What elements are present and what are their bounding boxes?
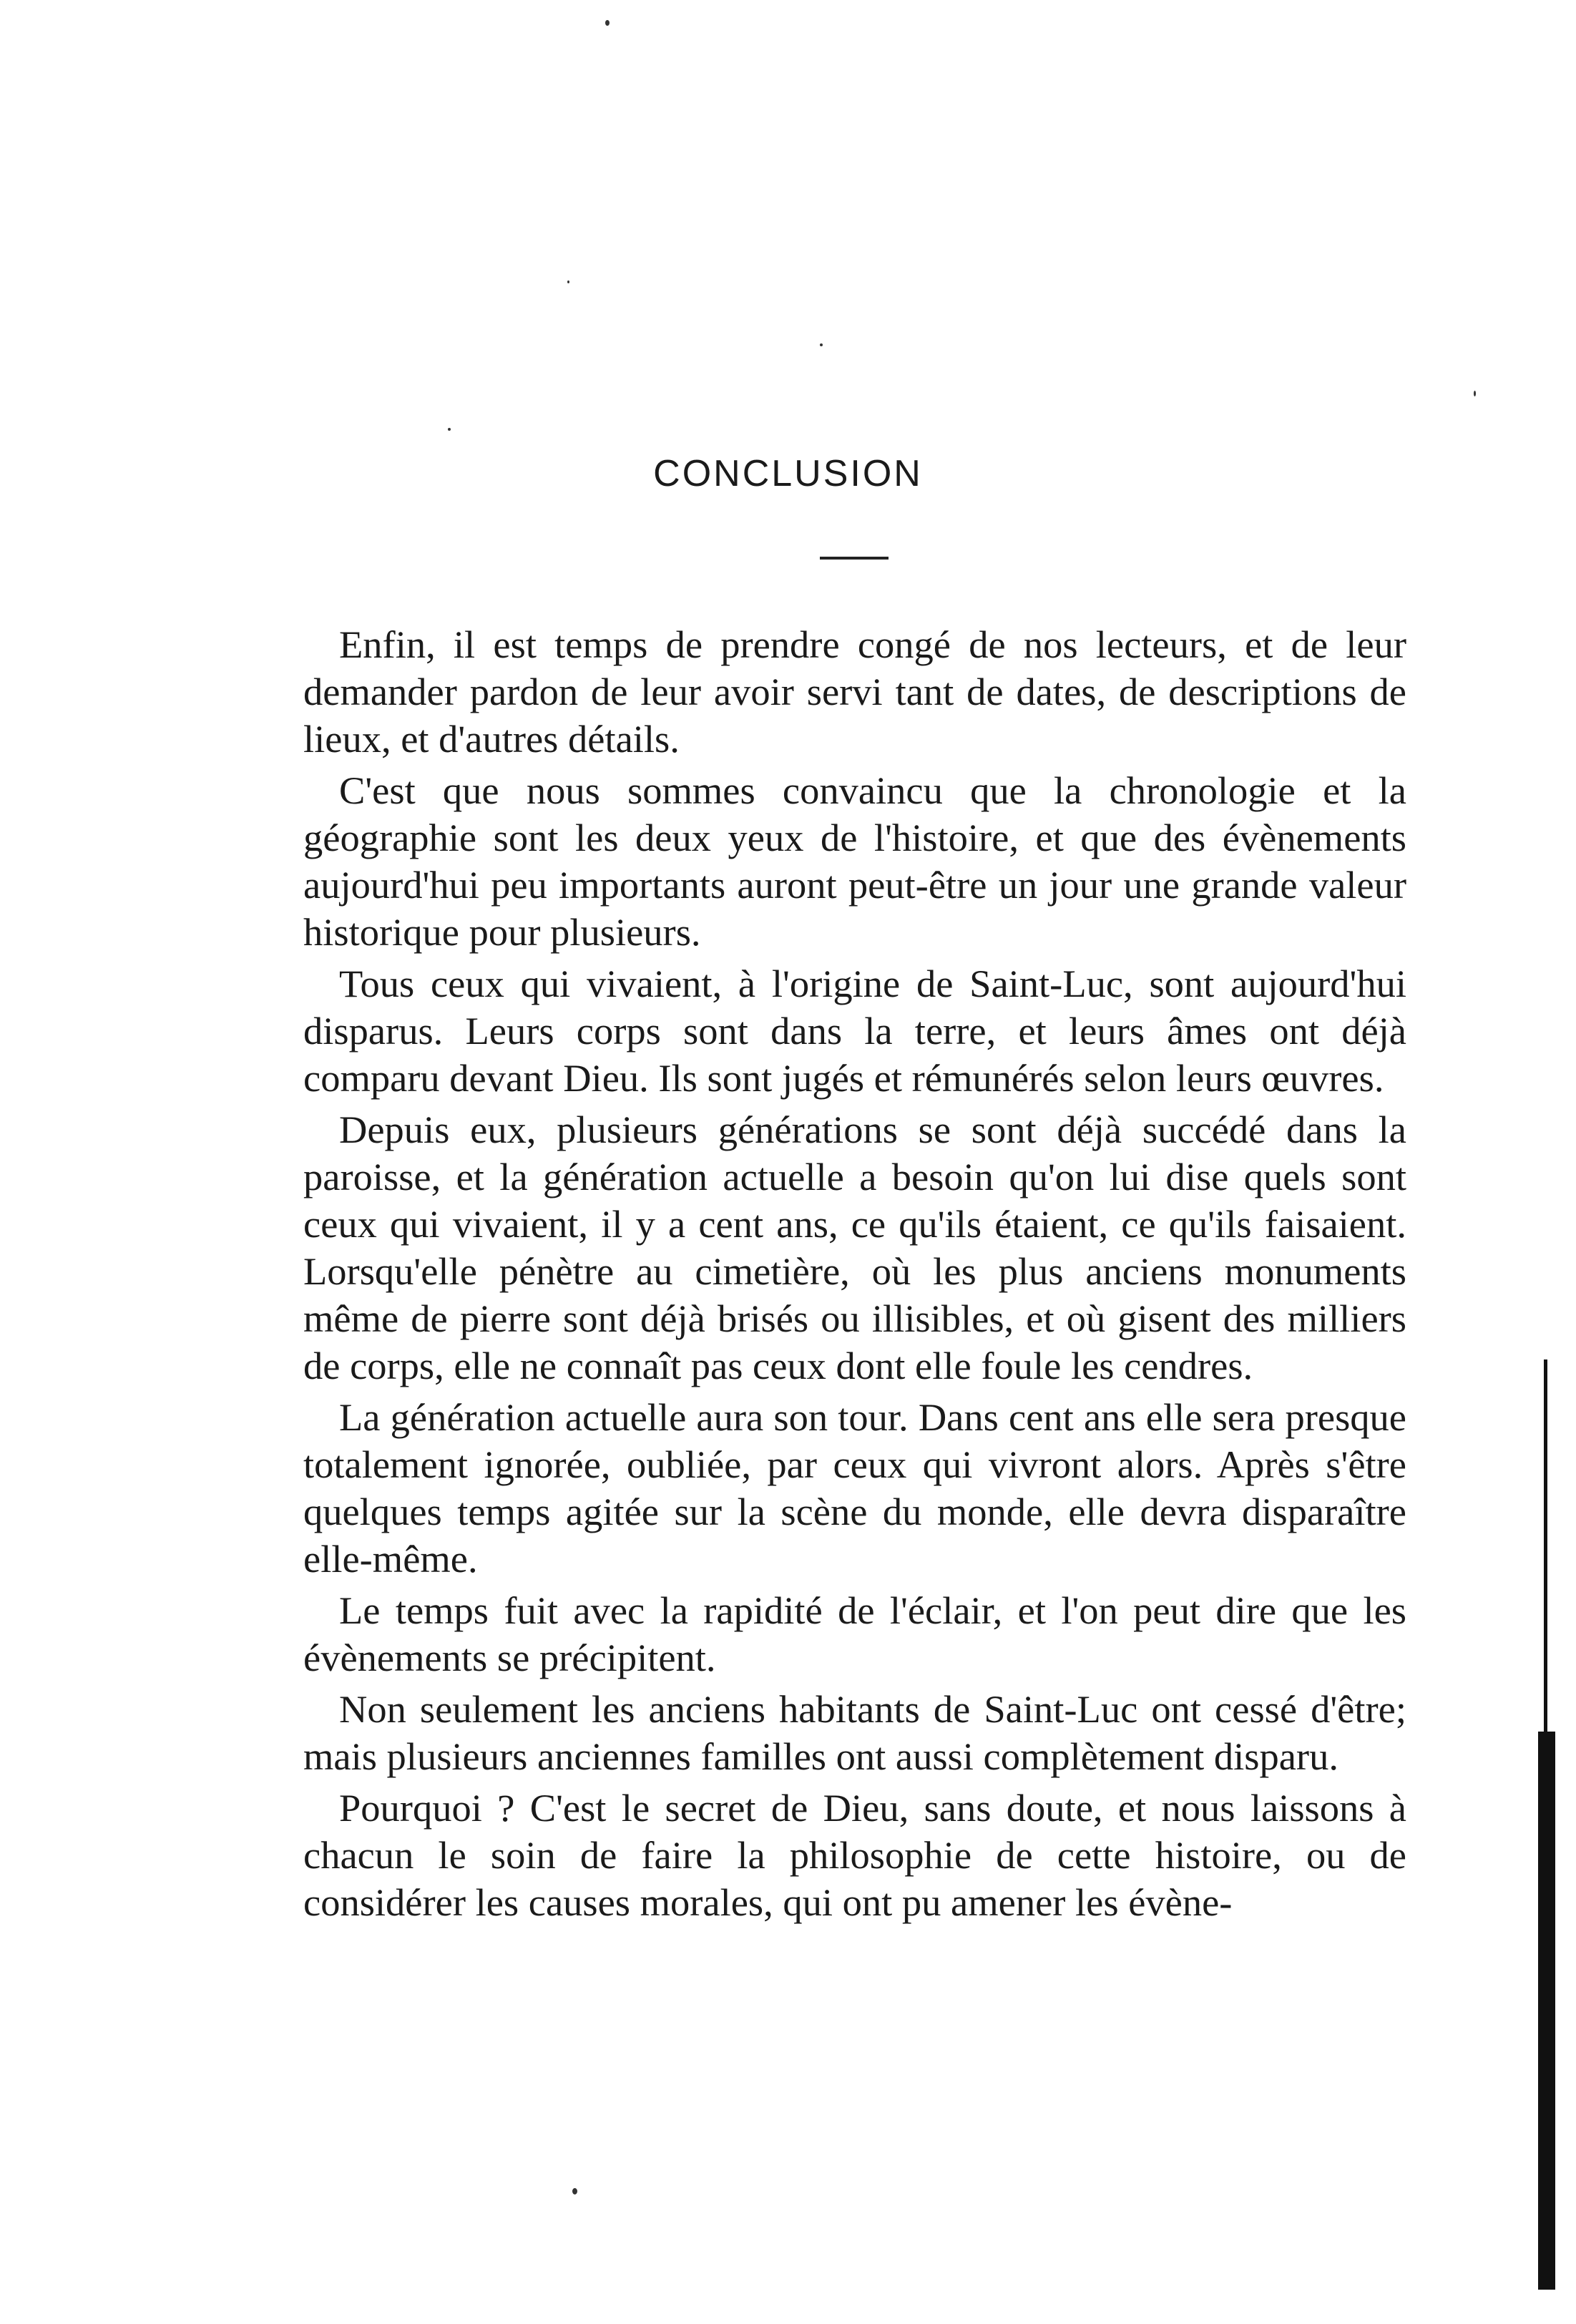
ink-speck xyxy=(820,343,823,346)
ink-speck xyxy=(567,280,569,283)
ink-speck xyxy=(1474,391,1476,396)
ink-speck xyxy=(572,2188,577,2194)
paragraph: Pourquoi ? C'est le secret de Dieu, sans doute, et nous laissons à chacun le soin de faire la philosophie de cette histoire, ou de considérer les causes morales, qui ont pu amener les évène- xyxy=(303,1786,1406,1924)
paragraph: Tous ceux qui vivaient, à l'origine de Saint-Luc, sont aujourd'hui disparus. Leurs corps sont dans la terre, et leurs âmes ont déjà comparu devant Dieu. Ils sont jugés et rémunérés selon leurs œuvres. xyxy=(303,962,1406,1100)
paragraph: Le temps fuit avec la rapidité de l'éclair, et l'on peut dire que les évènements se précipitent. xyxy=(303,1588,1406,1679)
body-text xyxy=(303,621,1406,1930)
paragraph: La génération actuelle aura son tour. Dans cent ans elle sera presque totalement ignorée, oubliée, par ceux qui vivront alors. Après s'être quelques temps agitée sur la scène du monde, elle devra disparaître elle-même. xyxy=(303,1395,1406,1581)
scan-edge-shadow xyxy=(1538,1732,1555,2290)
scan-edge-shadow xyxy=(1544,1359,1547,1732)
ink-speck xyxy=(448,428,451,431)
heading-rule xyxy=(820,557,889,560)
ink-speck xyxy=(605,20,610,26)
chapter-heading: CONCLUSION xyxy=(653,453,923,494)
paragraph: C'est que nous sommes convaincu que la chronologie et la géographie sont les deux yeux de l'histoire, et que des évènements aujourd'hui peu importants auront peut-être un jour une grande valeur historique pour plusieurs. xyxy=(303,768,1406,954)
paragraph: Enfin, il est temps de prendre congé de nos lecteurs, et de leur demander pardon de leur avoir servi tant de dates, de descriptions de lieux, et d'autres détails. xyxy=(303,622,1406,761)
paragraph: Depuis eux, plusieurs générations se sont déjà succédé dans la paroisse, et la génération actuelle a besoin qu'on lui dise quels sont ceux qui vivaient, il y a cent ans, ce qu'ils étaient, ce qu'ils faisaient. Lorsqu'elle pénètre au cimetière, où les plus anciens monuments même de pierre sont déjà brisés ou illisibles, et où gisent des milliers de corps, elle ne connaît pas ceux dont elle foule les cendres. xyxy=(303,1108,1406,1387)
paragraph: Non seulement les anciens habitants de Saint-Luc ont cessé d'être; mais plusieurs anciennes familles ont aussi complètement disparu. xyxy=(303,1687,1406,1778)
